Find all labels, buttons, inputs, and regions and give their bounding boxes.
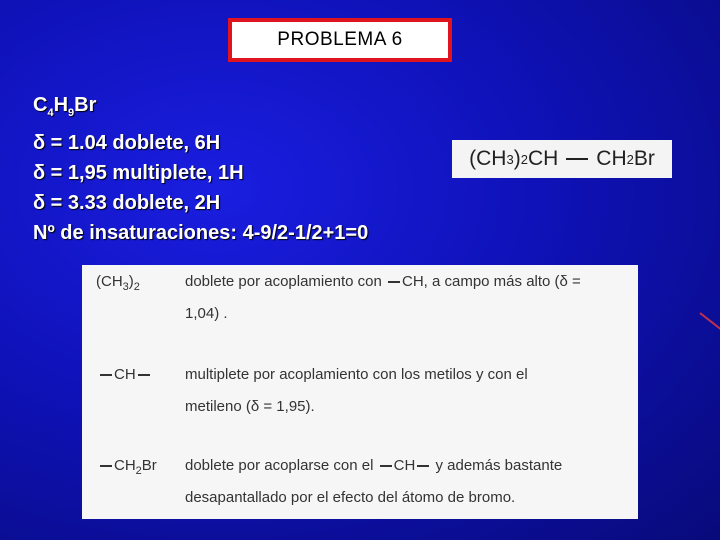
structure-part-1: (CH bbox=[469, 147, 507, 170]
row2-group bbox=[98, 366, 152, 383]
signal-line-3: δ = 3.33 doblete, 2H bbox=[33, 192, 221, 214]
row1-group-a: (CH bbox=[96, 273, 123, 290]
row3-group-b: Br bbox=[141, 457, 157, 474]
row1-group-sub: 3 bbox=[122, 281, 129, 293]
row1-text-line1 bbox=[185, 273, 581, 290]
formula-c-sub: 4 bbox=[47, 107, 54, 119]
row3-group-a: CH bbox=[114, 457, 136, 474]
row1-group-close: ) bbox=[128, 273, 134, 290]
row3-group bbox=[98, 457, 157, 477]
row3-text-line2: desapantallado por el efecto del átomo de bromo. bbox=[185, 489, 516, 506]
unsaturation-line: Nº de insaturaciones: 4-9/2-1/2+1=0 bbox=[33, 222, 369, 244]
formula-h: H bbox=[53, 94, 69, 116]
bond-dash bbox=[417, 465, 429, 467]
row2-text-line1: multiplete por acoplamiento con los metilos y con el bbox=[185, 366, 528, 383]
row3-text-b: CH bbox=[393, 457, 416, 474]
row1-group bbox=[96, 273, 140, 293]
row1-text-line2: 1,04) . bbox=[185, 305, 228, 322]
bond-dash bbox=[138, 374, 150, 376]
slide-title-text: PROBLEMA 6 bbox=[277, 29, 403, 50]
structure-part-4: CH bbox=[596, 147, 627, 170]
structure-sub-1: 3 bbox=[506, 151, 514, 167]
row3-text-a: doblete por acoplarse con el bbox=[185, 457, 374, 474]
row3-text-line1 bbox=[185, 457, 562, 474]
formula-br: Br bbox=[74, 94, 97, 116]
structure-part-2: ) bbox=[513, 147, 521, 170]
bond-dash bbox=[380, 465, 392, 467]
structure-sub-2: 2 bbox=[520, 151, 528, 167]
structure-part-3: CH bbox=[527, 147, 559, 170]
bond-dash bbox=[100, 465, 112, 467]
signal-line-1: δ = 1.04 doblete, 6H bbox=[33, 132, 221, 154]
formula-c: C bbox=[33, 94, 48, 116]
row2-text-line2: metileno (δ = 1,95). bbox=[185, 398, 315, 415]
assignment-table-image bbox=[82, 265, 638, 519]
decorative-line bbox=[699, 312, 720, 332]
formula-h-sub: 9 bbox=[68, 107, 75, 119]
row1-group-sub2: 2 bbox=[133, 281, 140, 293]
structure-part-5: Br bbox=[633, 147, 655, 170]
structure-image bbox=[452, 140, 672, 178]
row2-group-text: CH bbox=[114, 366, 136, 383]
problem-data bbox=[33, 90, 368, 248]
structure-sub-4: 2 bbox=[626, 151, 634, 167]
bond-dash bbox=[566, 158, 588, 160]
bond-dash bbox=[100, 374, 112, 376]
row1-text-b: CH, a campo más alto (δ = bbox=[401, 273, 581, 290]
row3-text-c: y además bastante bbox=[435, 457, 563, 474]
row1-text-a: doblete por acoplamiento con bbox=[185, 273, 382, 290]
bond-dash bbox=[388, 281, 400, 283]
molecular-formula bbox=[33, 90, 368, 128]
slide-title bbox=[228, 18, 452, 62]
signal-line-2: δ = 1,95 multiplete, 1H bbox=[33, 162, 244, 184]
row3-group-sub: 2 bbox=[135, 465, 142, 477]
